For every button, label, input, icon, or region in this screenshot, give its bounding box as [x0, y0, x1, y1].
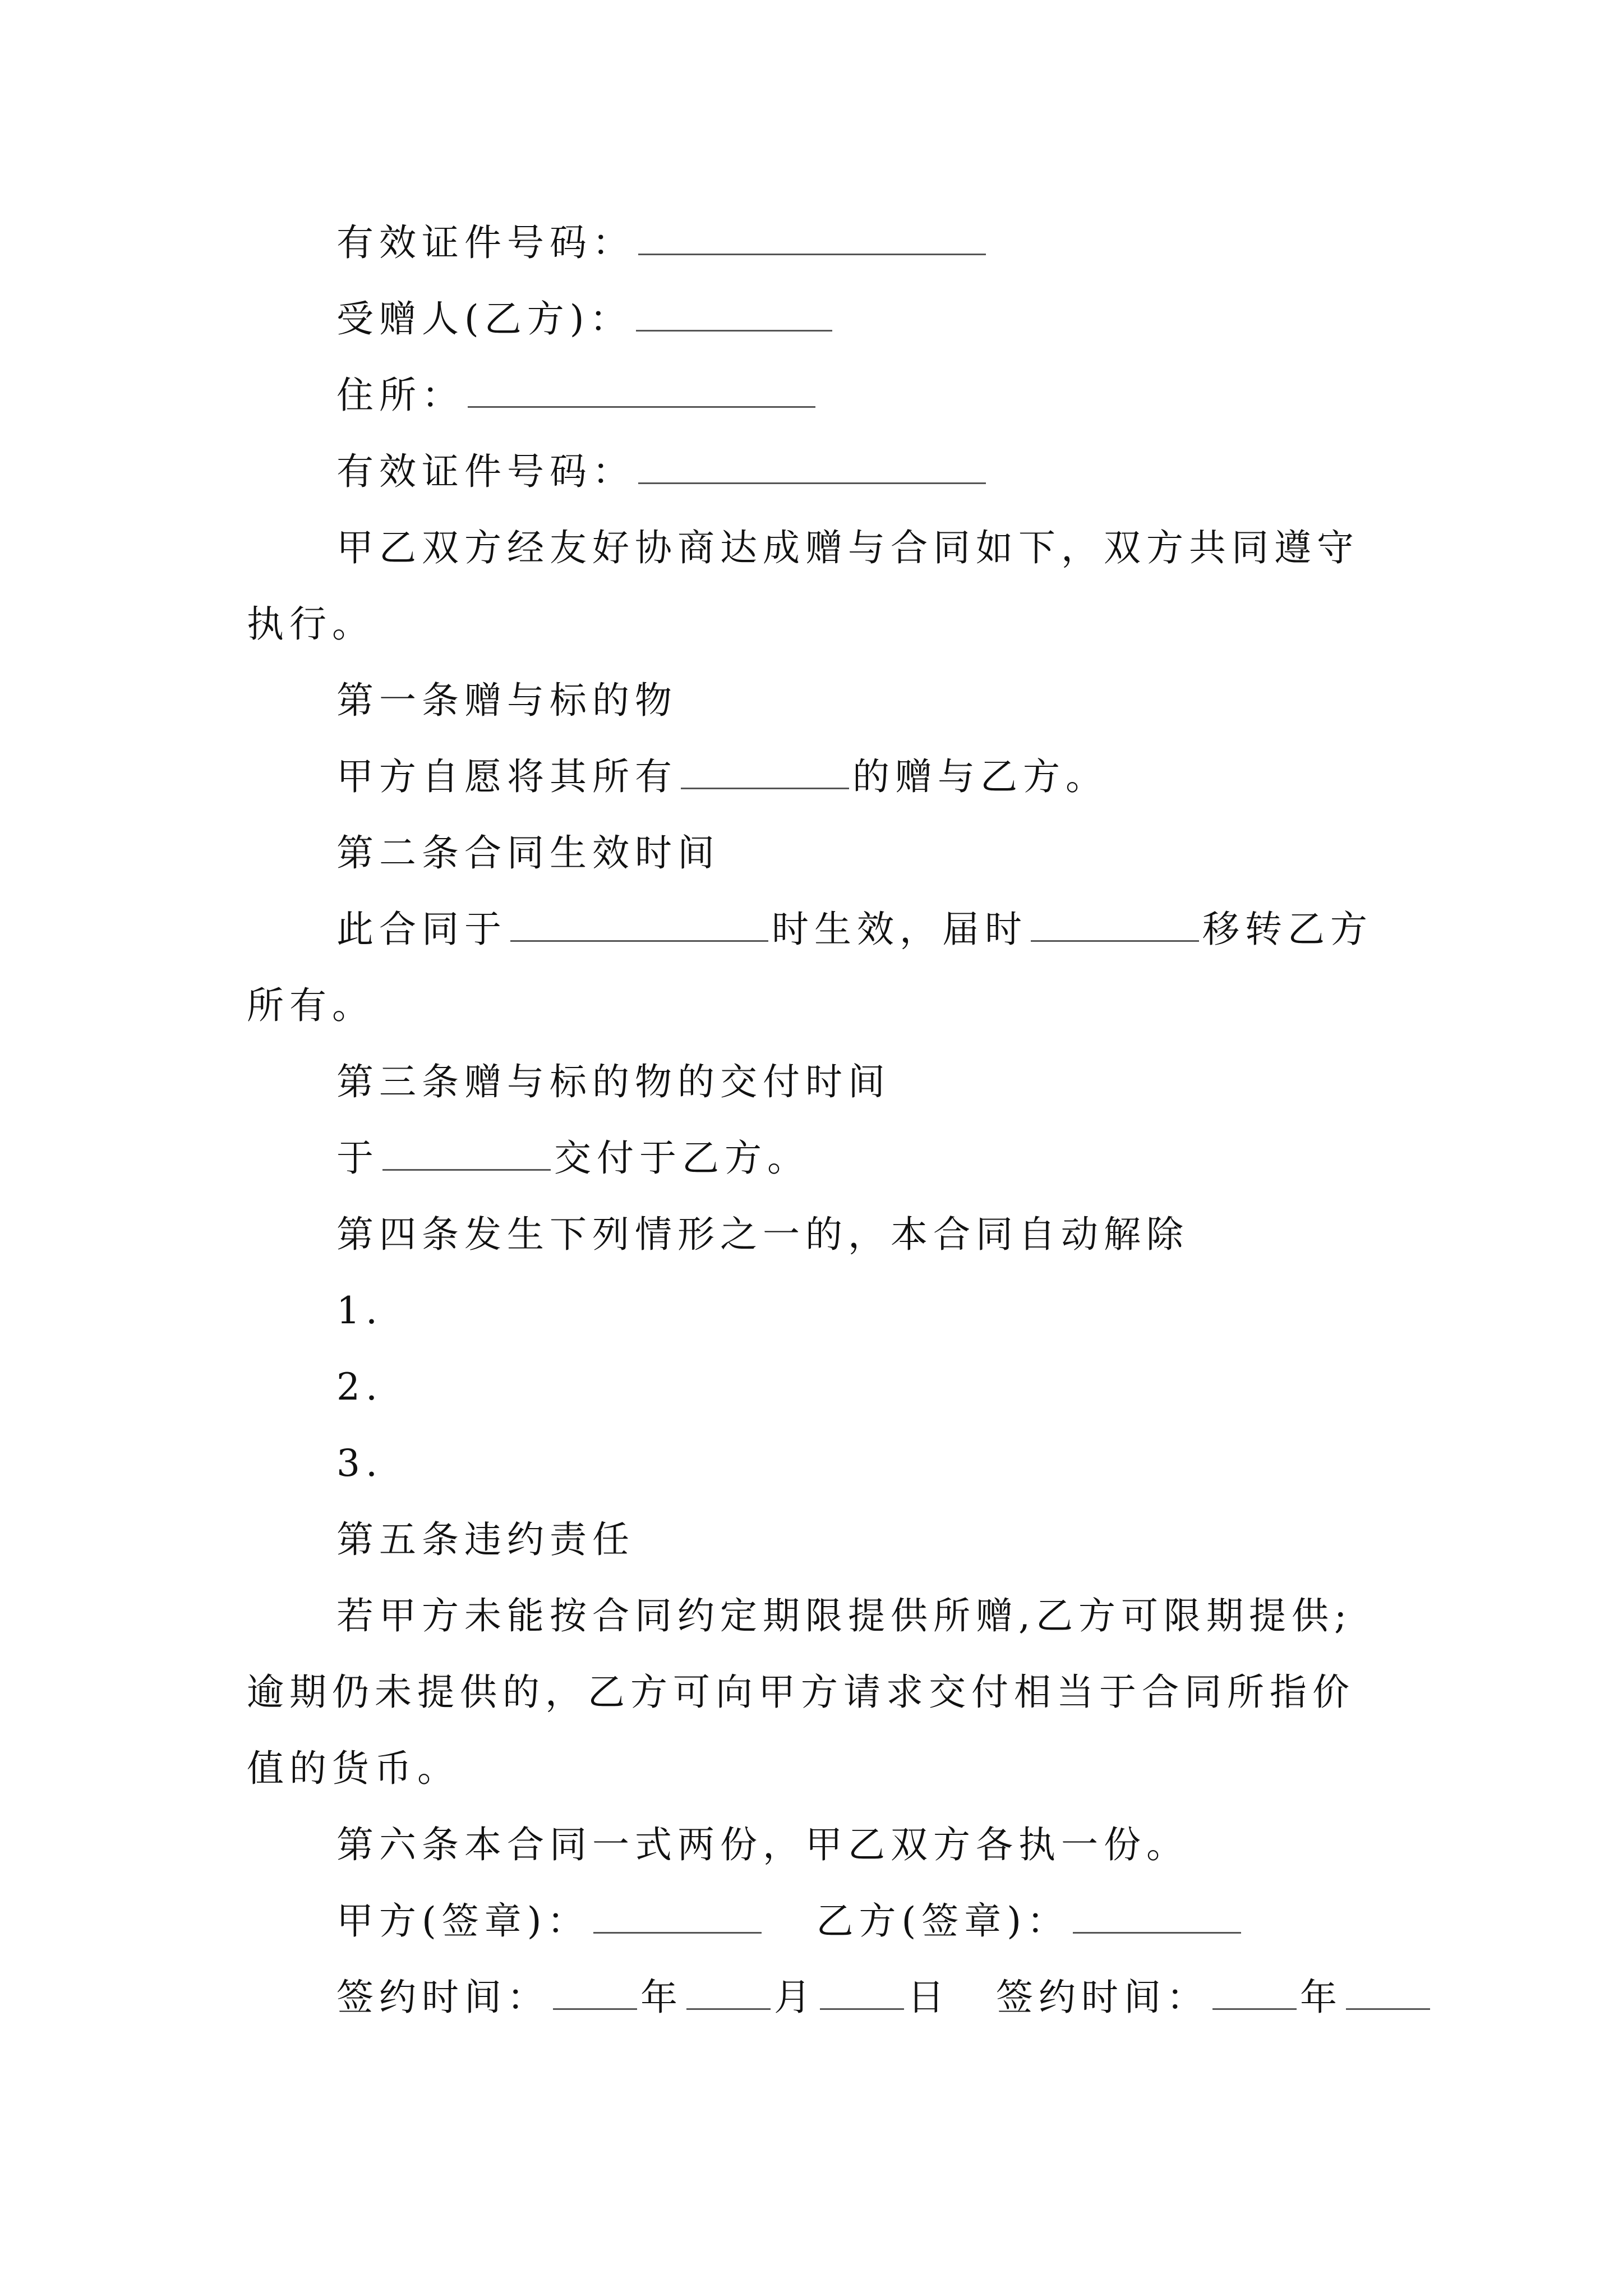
body-text: 此合同于 [336, 908, 507, 951]
year-blank [1212, 1973, 1297, 2010]
id-number-line-donor [336, 218, 989, 268]
body-text: 于 [336, 1137, 379, 1180]
address-line [336, 370, 819, 421]
list-item-1 [336, 1286, 383, 1336]
paragraph-text: 执行。 [247, 602, 375, 646]
id-number-line-donee [336, 447, 989, 497]
signing-time-label: 签约时间： [336, 1976, 550, 2019]
body-text: 甲方自愿将其所有 [336, 755, 677, 798]
day-label: 日 [907, 1976, 950, 2019]
body-text: 逾期仍未提供的，乙方可向甲方请求交付相当于合同所指价 [247, 1671, 1355, 1714]
list-number: 2. [336, 1365, 383, 1409]
effective-time-blank [510, 905, 768, 942]
id-number-label: 有效证件号码： [336, 221, 635, 264]
article-5-body-line-1 [336, 1591, 1352, 1641]
month-blank [686, 1973, 771, 2010]
article-3-body [336, 1133, 810, 1184]
party-a-signature-label: 甲方(签章)： [336, 1899, 590, 1943]
month-blank [1346, 1973, 1430, 2010]
article-3-heading [336, 1057, 891, 1107]
year-label: 年 [1299, 1976, 1343, 2019]
day-blank [820, 1973, 904, 2010]
heading-text: 第四条发生下列情形之一的，本合同自动解除 [336, 1213, 1189, 1256]
address-blank [468, 371, 815, 408]
article-4-heading [336, 1209, 1189, 1260]
article-1-heading [336, 675, 677, 726]
address-label: 住所： [336, 374, 464, 417]
id-number-blank [638, 448, 986, 484]
donee-line [336, 294, 836, 344]
article-6 [336, 1820, 1189, 1870]
body-text: 所有。 [247, 984, 375, 1027]
transfer-item-blank [1031, 905, 1199, 942]
signature-line [336, 1896, 1244, 1947]
donee-blank [636, 295, 832, 332]
body-text: 移转乙方 [1202, 908, 1373, 951]
body-text: 的赠与乙方。 [852, 755, 1108, 798]
paragraph-text: 甲乙双方经友好协商达成赠与合同如下，双方共同遵守 [336, 526, 1359, 569]
delivery-time-blank [382, 1134, 551, 1171]
party-a-signature-blank [593, 1897, 762, 1934]
party-b-signature-label: 乙方(签章)： [816, 1899, 1069, 1943]
article-5-heading [336, 1515, 635, 1565]
heading-text: 第五条违约责任 [336, 1518, 635, 1561]
intro-paragraph-line-2 [247, 599, 375, 650]
heading-text: 第一条赠与标的物 [336, 679, 677, 722]
article-2-heading [336, 828, 720, 878]
donee-label: 受赠人(乙方)： [336, 297, 633, 341]
list-number: 1. [336, 1289, 383, 1332]
body-text: 时生效，届时 [772, 908, 1027, 951]
article-1-body [336, 752, 1108, 802]
id-number-label: 有效证件号码： [336, 450, 635, 493]
article-2-body-line-2 [247, 981, 375, 1031]
heading-text: 第三条赠与标的物的交付时间 [336, 1060, 891, 1103]
article-5-body-line-3 [247, 1743, 460, 1794]
month-label: 月 [774, 1976, 817, 2019]
year-blank [553, 1973, 637, 2010]
body-text: 若甲方未能按合同约定期限提供所赠,乙方可限期提供; [336, 1594, 1353, 1637]
body-text: 值的货币。 [247, 1747, 460, 1790]
article-5-body-line-2 [247, 1667, 1355, 1718]
article-2-body-line-1 [336, 904, 1373, 955]
intro-paragraph-line-1 [336, 523, 1359, 573]
list-number: 3. [336, 1442, 383, 1485]
signing-date-line [336, 1972, 1433, 2023]
heading-text: 第二条合同生效时间 [336, 831, 720, 875]
year-label: 年 [640, 1976, 683, 2019]
list-item-3 [336, 1438, 383, 1489]
gift-item-blank [681, 753, 849, 789]
body-text: 第六条本合同一式两份，甲乙双方各执一份。 [336, 1823, 1189, 1866]
signing-time-label: 签约时间： [995, 1976, 1209, 2019]
list-item-2 [336, 1362, 383, 1412]
party-b-signature-blank [1073, 1897, 1241, 1934]
body-text: 交付于乙方。 [554, 1137, 810, 1180]
id-number-blank [638, 219, 986, 255]
